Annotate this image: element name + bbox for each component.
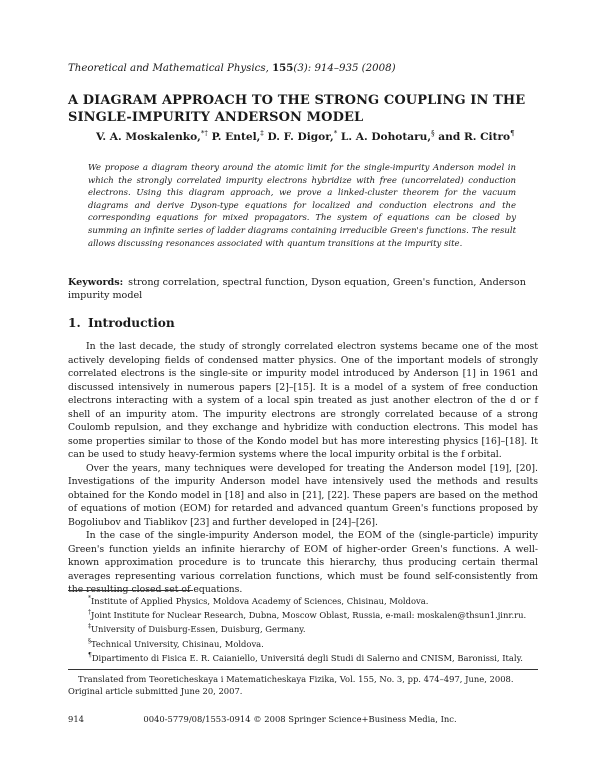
footer-rule <box>68 669 538 670</box>
footnote: ‡University of Duisburg-Essen, Duisburg, Germany. <box>88 623 306 635</box>
author: V. A. Moskalenko,*† <box>96 129 208 143</box>
section-heading <box>68 316 175 330</box>
footnotes <box>88 593 538 664</box>
author: and R. Citro¶ <box>438 129 515 143</box>
paper-title: A DIAGRAM APPROACH TO THE STRONG COUPLING IN THE SINGLE-IMPURITY ANDERSON MODEL <box>68 93 526 125</box>
footnote: *Institute of Applied Physics, Moldova Academy of Sciences, Chisinau, Moldova. <box>88 595 429 606</box>
author: D. F. Digor,* <box>267 129 338 143</box>
paragraph: In the last decade, the study of strongly correlated electron systems became one of the most actively developing fields of condensed matter physics. One of the important models of strongly correlated electrons is the single-site or impurity model introduced by Anderson [1] in 1961 and discussed intensively in numerous papers [2]–[15]. It is a model of a system of free conduction electrons interacting with a system of a local spin treated as just another electron of the d or f shell of an impurity atom. The impurity electrons are strongly correlated because of a strong Coulomb repulsion, and they exchange and hybridize with conduction electrons. This model has some properties similar to those of the Kondo model but has more interesting physics [16]–[18]. It can be used to study heavy-fermion systems where the local impurity orbital is the f orbital. <box>68 341 538 460</box>
author: P. Entel,‡ <box>211 129 264 143</box>
keywords-label: Keywords: <box>68 277 124 288</box>
author: L. A. Dohotaru,§ <box>340 129 435 143</box>
footnote: §Technical University, Chisinau, Moldova. <box>88 637 264 649</box>
abstract: We propose a diagram theory around the atomic limit for the single-impurity Anderson model in which the strongly correlated impurity electrons hybridize with free (uncorrelated) conduction electrons. Using this diagram approach, we prove a linked-cluster theorem for the vacuum diagrams and derive Dyson-type equations for localized and conduction electrons and the corresponding equations for mixed propagators. The system of equations can be closed by summing an infinite series of ladder diagrams containing irreducible Green's functions. The result allows discussing resonances associated with quantum transitions at the impurity site. <box>88 163 516 249</box>
journal-name: Theoretical and Mathematical Physics, <box>68 63 269 74</box>
page-number: 914 <box>68 714 84 724</box>
copyright-line: 0040-5779/08/1553-0914 © 2008 Springer Science+Business Media, Inc. <box>143 714 457 724</box>
paragraph: In the case of the single-impurity Anderson model, the EOM of the (single-particle) impurity Green's function yields an infinite hierarchy of EOM of higher-order Green's functions. A well-known approximation procedure is to truncate this hierarchy, thus producing certain thermal averages representing various correlation functions, which must be found self-consistently from the resulting closed set of equations. <box>68 530 538 595</box>
author-list <box>96 129 536 143</box>
translation-note: Translated from Teoreticheskaya i Matematicheskaya Fizika, Vol. 155, No. 3, pp. 474–497, June, 2008. Original article submitted June 20, 2007. <box>68 674 514 697</box>
body-text <box>68 340 538 597</box>
keywords <box>68 276 538 302</box>
keywords-text: strong correlation, spectral function, Dyson equation, Green's function, Anderson impurity model <box>68 277 526 301</box>
journal-volume: 155 <box>272 62 294 74</box>
section-number: 1. <box>68 316 81 330</box>
footnote: †Joint Institute for Nuclear Research, Dubna, Moscow Oblast, Russia, e-mail: moskalen@thsun1.jinr.ru. <box>88 609 527 620</box>
footnote-rule <box>68 590 193 591</box>
footnote: ¶Dipartimento di Fisica E. R. Caianiello, Universitá degli Studi di Salerno and CNISM, Baronissi, Italy. <box>88 651 523 663</box>
paragraph: Over the years, many techniques were developed for treating the Anderson model [19], [20]. Investigations of the impurity Anderson model have intensively used the methods and results obtained for the Kondo model in [18] and also in [21], [22]. These papers are based on the method of equations of motion (EOM) for retarded and advanced quantum Green's functions proposed by Bogoliubov and Tiablikov [23] and further developed in [24]–[26]. <box>68 462 538 528</box>
section-title: Introduction <box>88 316 175 330</box>
journal-citation <box>68 62 538 74</box>
journal-issue-pages: (3): 914–935 (2008) <box>293 63 396 74</box>
